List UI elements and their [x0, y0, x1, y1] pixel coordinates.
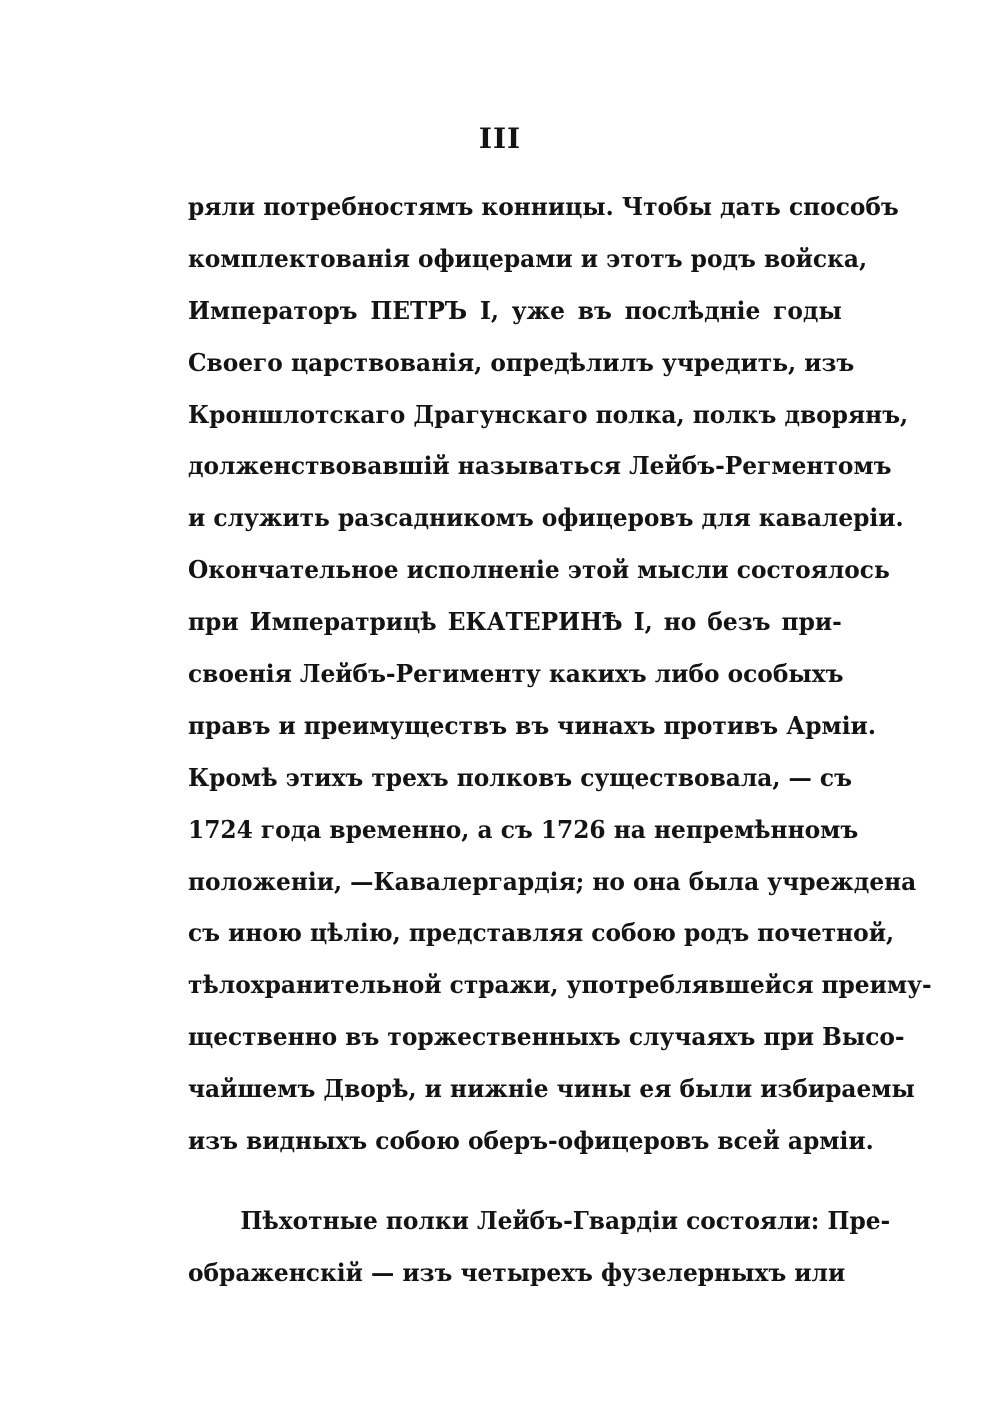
paragraph-cavalry — [188, 181, 932, 1167]
text-line: тѣлохранительной стражи, употреблявшейся преиму- — [188, 970, 932, 1000]
text-line: Кроншлотскаго Драгунскаго полка, полкъ дворянъ, — [188, 399, 909, 429]
text-line: своенія Лейбъ-Регименту какихъ либо особыхъ — [188, 659, 844, 689]
text-line: комплектованія офицерами и этотъ родъ войска, — [188, 243, 868, 273]
text-line: положеніи, —Кавалергардія; но она была учреждена — [188, 866, 917, 896]
text-line: Императоръ ПЕТРЪ I, уже въ послѣдніе годы — [188, 295, 842, 325]
text-line: чайшемъ Дворѣ, и нижніе чины ея были избираемы — [188, 1074, 915, 1104]
text-line: правъ и преимуществъ въ чинахъ противъ Арміи. — [188, 710, 876, 740]
page-number: III — [478, 122, 522, 155]
text-line: и служить разсадникомъ офицеровъ для кавалеріи. — [188, 503, 904, 533]
text-line: Пѣхотные полки Лейбъ-Гвардіи состояли: Пре- — [240, 1206, 891, 1235]
text-line: ряли потребностямъ конницы. Чтобы дать способъ — [188, 192, 899, 221]
text-line: изъ видныхъ собою оберъ-офицеровъ всей арміи. — [188, 1126, 874, 1156]
text-line: 1724 года временно, а съ 1726 на непремѣнномъ — [188, 814, 859, 844]
paragraph-infantry — [188, 1195, 891, 1299]
text-line: при Императрицѣ ЕКАТЕРИНѢ I, но безъ при- — [188, 607, 842, 637]
text-line: щественно въ торжественныхъ случаяхъ при Высо- — [188, 1022, 905, 1052]
text-line: долженствовавшій называться Лейбъ-Регментомъ — [188, 451, 892, 481]
text-line: ображенскій — изъ четырехъ фузелерныхъ или — [188, 1257, 846, 1287]
text-line: съ иною цѣлію, представляя собою родъ почетной, — [188, 918, 895, 948]
text-line: Своего царствованія, опредѣлилъ учредить, изъ — [188, 347, 855, 377]
text-line: Кромѣ этихъ трехъ полковъ существовала, — съ — [188, 762, 852, 792]
text-line: Окончательное исполненіе этой мысли состоялось — [188, 555, 890, 585]
